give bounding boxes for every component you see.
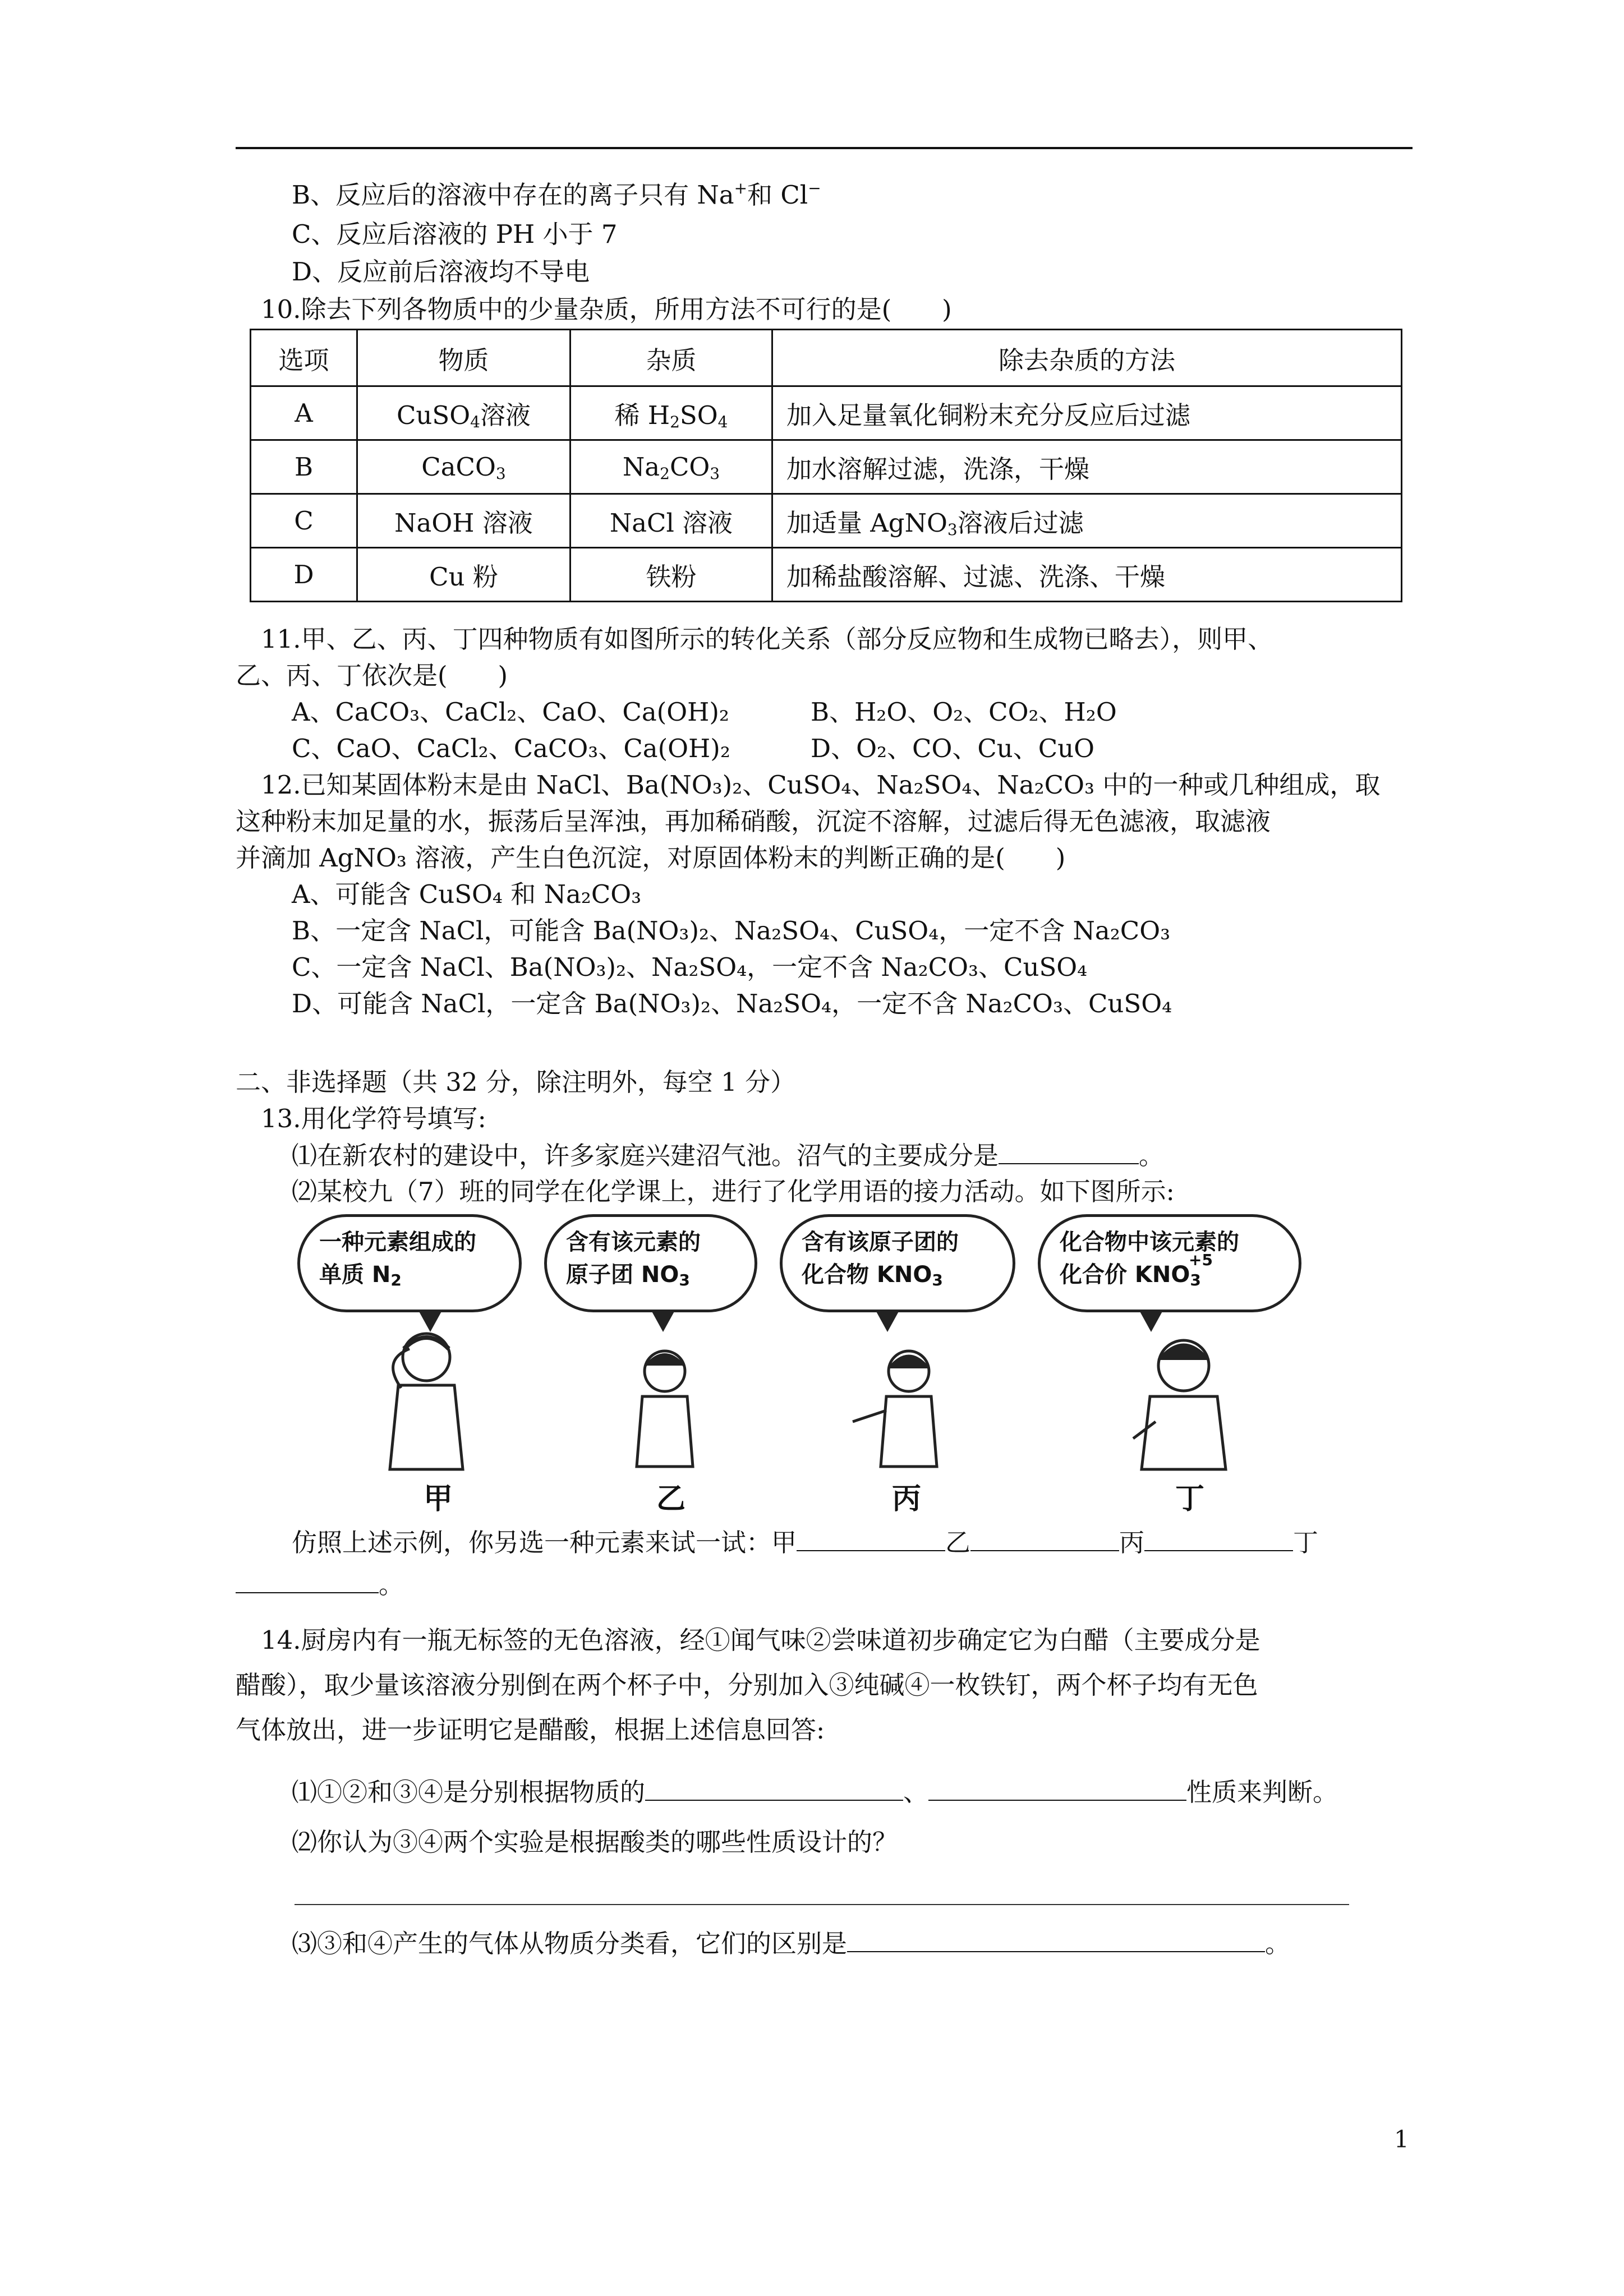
q9-option-d: D、反应前后溶液均不导电 (292, 257, 590, 287)
student-jia-figure (370, 1326, 482, 1472)
q14-stem-2: 醋酸），取少量该溶液分别倒在两个杯子中，分别加入③纯碱④一枚铁钉，两个杯子均有无色 (236, 1670, 1258, 1700)
q13-try-line-2: 。 (236, 1567, 404, 1602)
answer-blank[interactable] (645, 1775, 903, 1801)
label-bing: 丙 (892, 1482, 922, 1516)
speech-bubble-yi: 含有该元素的 原子团 $NO_3$ (544, 1214, 757, 1312)
row-impurity: $Na_2CO_3$ (571, 440, 772, 494)
q9-option-b: B、反应后的溶液中存在的离子只有 Na+和 Cl− (292, 179, 821, 210)
row-method: 加适量 AgNO$_3$溶液后过滤 (772, 494, 1402, 548)
q10-table (250, 329, 1402, 602)
q10-stem: 10.除去下列各物质中的少量杂质，所用方法不可行的是( ) (261, 294, 952, 324)
student-ding-figure (1122, 1326, 1245, 1472)
answer-blank[interactable] (999, 1138, 1139, 1164)
answer-blank[interactable] (847, 1926, 1265, 1952)
section-title: 二、非选择题（共 32 分，除注明外，每空 1 分） (236, 1067, 796, 1097)
q14-part-3: ⑶③和④产生的气体从物质分类看，它们的区别是 。 (292, 1926, 1290, 1961)
relay-illustration (286, 1214, 1363, 1517)
table-row (251, 386, 1402, 440)
q9-option-c: C、反应后溶液的 PH 小于 7 (292, 219, 618, 249)
table-row (251, 440, 1402, 494)
q11-stem-1: 11.甲、乙、丙、丁四种物质有如图所示的转化关系（部分反应物和生成物已略去），则甲、 (261, 624, 1273, 654)
row-method: 加水溶解过滤，洗涤，干燥 (772, 440, 1402, 494)
header-method: 除去杂质的方法 (772, 330, 1402, 386)
answer-blank[interactable] (970, 1525, 1119, 1551)
row-impurity: 铁粉 (571, 548, 772, 602)
speech-bubble-ding: 化合物中该元素的 化合价 $KNO_3$ +5 (1038, 1214, 1301, 1312)
q11-stem-2: 乙、丙、丁依次是( ) (236, 661, 508, 690)
q13-part-1: ⑴在新农村的建设中，许多家庭兴建沼气池。沼气的主要成分是 。 (292, 1138, 1164, 1173)
answer-line[interactable] (295, 1904, 1349, 1905)
row-option: D (251, 548, 357, 602)
q12-option-d: D、可能含 NaCl，一定含 Ba(NO₃)₂、Na₂SO₄，一定不含 Na₂CO₃、CuSO₄ (292, 989, 1172, 1018)
q11-option-a: A、CaCO₃、CaCl₂、CaO、Ca(OH)₂ (292, 697, 729, 727)
q12-stem-1: 12.已知某固体粉末是由 NaCl、Ba(NO₃)₂、CuSO₄、Na₂SO₄、Na₂CO₃ 中的一种或几种组成，取 (261, 770, 1381, 800)
charge-label: +5 (1189, 1251, 1213, 1269)
q12-stem-3: 并滴加 AgNO₃ 溶液，产生白色沉淀，对原固体粉末的判断正确的是( ) (236, 843, 1066, 873)
table-row (251, 494, 1402, 548)
q11-option-d: D、O₂、CO、Cu、CuO (811, 734, 1095, 763)
row-substance: CuSO$_4$溶液 (357, 386, 571, 440)
row-option: C (251, 494, 357, 548)
row-impurity: NaCl 溶液 (571, 494, 772, 548)
row-option: A (251, 386, 357, 440)
label-ding: 丁 (1175, 1482, 1205, 1516)
header-impurity: 杂质 (571, 330, 772, 386)
q14-part-1: ⑴①②和③④是分别根据物质的 、 性质来判断。 (292, 1775, 1338, 1809)
q12-option-a: A、可能含 CuSO₄ 和 Na₂CO₃ (292, 879, 642, 909)
row-substance: NaOH 溶液 (357, 494, 571, 548)
header-option: 选项 (251, 330, 357, 386)
speech-bubble-jia: 一种元素组成的 单质 $N_2$ (297, 1214, 522, 1312)
q11-option-b: B、H₂O、O₂、CO₂、H₂O (811, 697, 1117, 727)
answer-blank[interactable] (797, 1525, 945, 1551)
speech-bubble-bing: 含有该原子团的 化合物 $KNO_3$ (780, 1214, 1015, 1312)
q12-option-b: B、一定含 NaCl，可能含 Ba(NO₃)₂、Na₂SO₄、CuSO₄，一定不含 Na₂CO₃ (292, 916, 1171, 946)
q12-stem-2: 这种粉末加足量的水，振荡后呈浑浊，再加稀硝酸，沉淀不溶解，过滤后得无色滤液，取滤液 (236, 806, 1271, 836)
row-method: 加稀盐酸溶解、过滤、洗涤、干燥 (772, 548, 1402, 602)
q11-option-c: C、CaO、CaCl₂、CaCO₃、Ca(OH)₂ (292, 734, 730, 763)
q13-try-line: 仿照上述示例，你另选一种元素来试一试：甲 乙 丙 丁 (292, 1525, 1318, 1560)
q14-part-2: ⑵你认为③④两个实验是根据酸类的哪些性质设计的？ (292, 1827, 898, 1857)
answer-blank[interactable] (1144, 1525, 1293, 1551)
q13-stem: 13.用化学符号填写: (261, 1104, 486, 1133)
student-bing-figure (847, 1326, 959, 1472)
row-substance: CaCO$_3$ (357, 440, 571, 494)
answer-blank[interactable] (236, 1567, 379, 1593)
header-rule (236, 147, 1413, 149)
student-yi-figure (620, 1326, 710, 1472)
q14-stem-3: 气体放出，进一步证明它是醋酸，根据上述信息回答: (236, 1715, 825, 1745)
row-impurity: 稀 $H_2SO_4$ (571, 386, 772, 440)
row-method: 加入足量氧化铜粉末充分反应后过滤 (772, 386, 1402, 440)
row-substance: Cu 粉 (357, 548, 571, 602)
label-yi: 乙 (656, 1482, 686, 1516)
label-jia: 甲 (424, 1482, 453, 1516)
answer-blank[interactable] (928, 1775, 1186, 1801)
table-row (251, 548, 1402, 602)
header-substance: 物质 (357, 330, 571, 386)
q14-stem-1: 14.厨房内有一瓶无标签的无色溶液，经①闻气味②尝味道初步确定它为白醋（主要成分是 (261, 1625, 1260, 1655)
table-header-row (251, 330, 1402, 386)
row-option: B (251, 440, 357, 494)
q12-option-c: C、一定含 NaCl、Ba(NO₃)₂、Na₂SO₄，一定不含 Na₂CO₃、CuSO₄ (292, 952, 1088, 982)
q13-part-2: ⑵某校九（7）班的同学在化学课上，进行了化学用语的接力活动。如下图所示: (292, 1177, 1175, 1206)
page-number: 1 (1394, 2126, 1409, 2153)
